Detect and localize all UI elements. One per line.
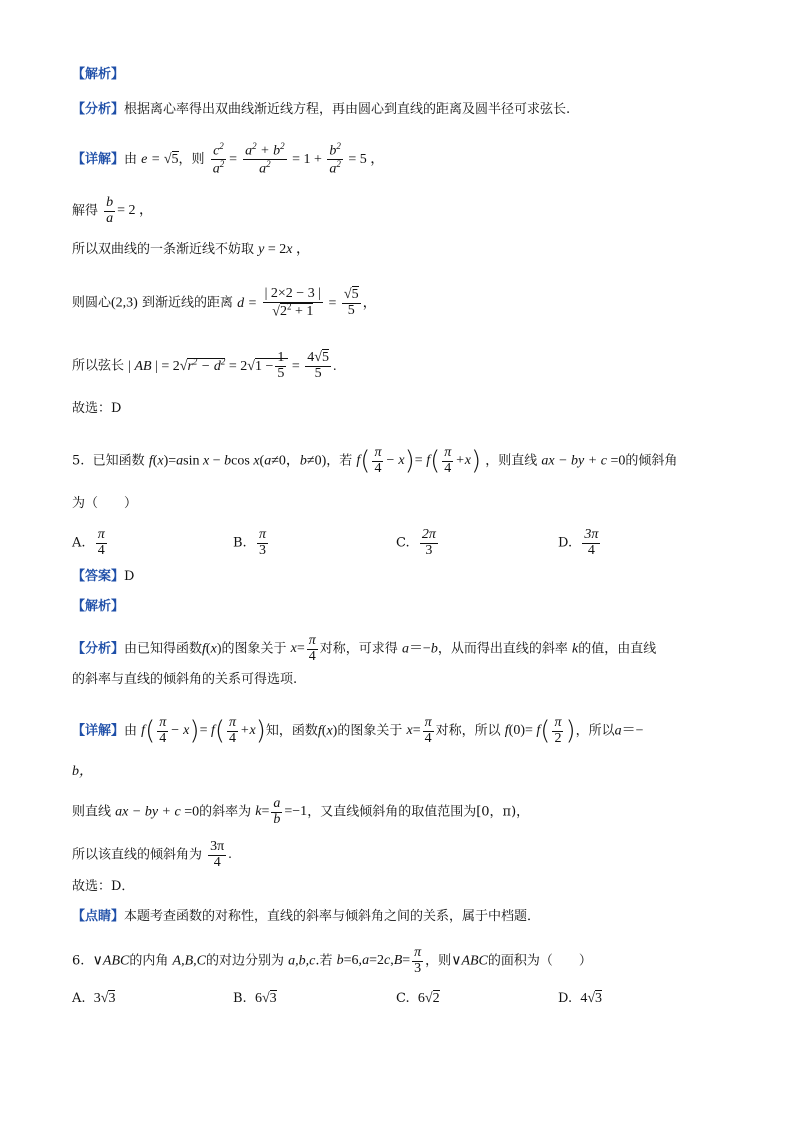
eq-asymptote: y = 2x ， [258, 242, 310, 257]
eq-q5-symmetry: f( $\frac{\pi}{4}$ − x)= f( $\frac{\pi}{4}$ +x) [356, 445, 482, 477]
eq-c2-a2: $\frac{c^2}{a^2}$ = $\frac{a^2 + b^2}{a^2}$ = 1 + $\frac{b^2}{a^2}$ = 5 ， [212, 141, 385, 177]
q5-detail-line-4: 所以该直线的倾斜角为 $\frac{3\pi}{4}$ . [72, 839, 232, 870]
q6-option-a[interactable]: A. 3√3 [72, 991, 116, 1006]
answer-line-q4: 故选：D [72, 401, 122, 416]
q5-option-b[interactable]: B. $\frac{\pi}{3}$ [233, 527, 266, 558]
q5-analysis-line-1: 【分析】由已知得函数f(x)的图象关于 x= $\frac{\pi}{4}$ 对称，可求得 a＝−b，从而得出直线的斜率 k的值，由直线 [72, 633, 657, 664]
q5-jiexi-heading: 【解析】 [72, 599, 125, 614]
q6-stem: 6. ∨ABC的内角 A,B,C的对边分别为 a,b,c.若 b=6,a=2c,B= $\frac{\pi}{3}$ ，则∨ABC的面积为（ ） [72, 945, 592, 976]
q5-answer: 【答案】D [72, 569, 135, 584]
jiexi-heading: 【解析】 [72, 67, 125, 82]
q5-analysis-line-2: 的斜率与直线的倾斜角的关系可得选项. [72, 672, 298, 687]
q5-stem-cont: 为（ ） [72, 496, 138, 511]
q5-detail-line-1: 【详解】由 f( $\frac{\pi}{4}$ − x)= f( $\frac{\pi}{4}$ +x)知，函数f(x)的图象关于 x= $\frac{\pi}{4}$ 对称，所以 f(0)= f( $\frac{\pi}{2}$ )，所以a＝− [72, 715, 644, 747]
eq-q5-line: ax − by + c =0 [541, 453, 626, 469]
q5-detail-line-3: 则直线 ax − by + c =0的斜率为 k= $\frac{a}{b}$ =−1，又直线倾斜角的取值范围为[0，π)， [72, 796, 530, 827]
eq-distance: d = $\frac{| 2\times 2 - 3 |}{√2^2 + 1}$ = $\frac{√5}{5}$ ， [237, 286, 377, 320]
detail-line-3: 所以双曲线的一条渐近线不妨取 y = 2x ， [72, 242, 310, 257]
q6-option-c[interactable]: C. 6√2 [396, 991, 440, 1006]
detail-line-5: 所以弦长 | AB | = $2√r^2 - d^2 = 2√1$ − $\frac{1}{5}$ = $\frac{4√5}{5}$ . [72, 350, 337, 381]
q5-option-c[interactable]: C. $\frac{2\pi}{3}$ [396, 527, 436, 558]
q5-option-a[interactable]: A. $\frac{\pi}{4}$ [72, 527, 105, 558]
detail-line-4: 则圆心(2,3) 到渐近线的距离 d = $\frac{| 2\times 2 - 3 |}{√2^2 + 1}$ = $\frac{√5}{5}$ ， [72, 286, 377, 320]
q5-detail-line-2: b， [72, 764, 93, 779]
q6-option-d[interactable]: D. 4√3 [558, 991, 603, 1006]
q5-remark: 【点睛】本题考查函数的对称性，直线的斜率与倾斜角之间的关系，属于中档题． [72, 909, 541, 924]
q5-stem: 5. 已知函数 f(x)=asin x − bcos x(a≠0，b≠0)，若 f( $\frac{\pi}{4}$ − x)= f( $\frac{\pi}{4}$ +x) ，则直线 ax − by + c =0的倾斜角 [72, 445, 678, 477]
q5-option-d[interactable]: D. $\frac{3\pi}{4}$ [558, 527, 599, 558]
eq-q5-func: f(x)=asin x − bcos x(a≠0，b≠0) [148, 453, 327, 469]
eq-b-over-a: $\frac{b}{a}$ = 2 ， [106, 195, 154, 226]
q6-option-b[interactable]: B. 6√3 [233, 991, 277, 1006]
analysis-paragraph: 【分析】根据离心率得出双曲线渐近线方程，再由圆心到直线的距离及圆半径可求弦长. [72, 102, 571, 117]
detail-line-2: 解得 $\frac{b}{a}$ = 2 ， [72, 195, 154, 226]
detail-line-1: 【详解】由 e = √5，则 $\frac{c^2}{a^2}$ = $\frac{a^2 + b^2}{a^2}$ = 1 + $\frac{b^2}{a^2}$ = 5 ， [72, 141, 385, 177]
eq-chord: | AB | = $2√r^2 - d^2 = 2√1$ − $\frac{1}{5}$ = $\frac{4√5}{5}$ . [128, 350, 337, 381]
eq-center: (2,3) [111, 295, 138, 311]
eq-eccentricity: e = √5 [141, 152, 179, 168]
q5-answer-line: 故选：D． [72, 879, 135, 894]
